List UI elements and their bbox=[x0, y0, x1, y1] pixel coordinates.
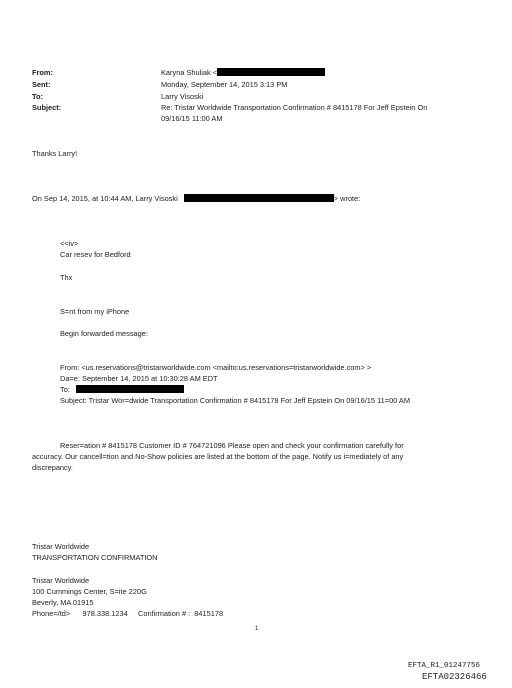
fwd-date: Da=e: September 14, 2015 at 10:30:28 AM EDT bbox=[60, 374, 218, 383]
quote-line-4: S=nt from my iPhone bbox=[60, 307, 130, 316]
quote-intro bbox=[32, 194, 360, 203]
phone-confirmation-line: Phone=/td> 978.338.1234 Confirmation # : 8415178 bbox=[32, 609, 224, 618]
quote-line-5: Begin forwarded message: bbox=[60, 329, 148, 338]
redaction-box bbox=[217, 68, 325, 76]
company-name-1: Tristar Worldwide bbox=[32, 542, 90, 551]
subject-line-1: Re: Tristar Worldwide Transportation Confirmation # 8415178 For Jeff Epstein On bbox=[161, 103, 428, 112]
from-name: Karyna Shuliak < bbox=[161, 68, 218, 77]
company-name-2: Tristar Worldwide bbox=[32, 576, 90, 585]
quote-line-3: Thx bbox=[60, 273, 73, 282]
address-line-1: 100 Cummings Center, S=ite 220G bbox=[32, 587, 147, 596]
address-line-2: Beverly, MA 01915 bbox=[32, 598, 94, 607]
redaction-box bbox=[76, 385, 184, 393]
fwd-subject: Subject: Tristar Wor=dwide Transportation Confirmation # 8415178 For Jeff Epstein On 09/16/15 11=00 AM bbox=[60, 396, 411, 405]
quote-line-1: <<iv> bbox=[60, 239, 79, 248]
fwd-to-label: To: bbox=[60, 385, 70, 394]
fwd-from: From: <us.reservations@tristarworldwide.com <mailto:us.reservations=tristarworldwide.com> > bbox=[60, 363, 372, 372]
para-line-2: accuracy. Our cancell=tion and No-Show policies are listed at the bottom of the page. Notify us i=mediately of any bbox=[32, 452, 404, 461]
quote-line-2: Car resev for Bedford bbox=[60, 250, 131, 259]
sent-value: Monday, September 14, 2015 3:13 PM bbox=[161, 80, 288, 89]
page-number: 1 bbox=[255, 626, 259, 632]
confirmation-title: TRANSPORTATION CONFIRMATION bbox=[32, 553, 158, 562]
fwd-to bbox=[60, 385, 184, 394]
subject-line-2: 09/16/15 11:00 AM bbox=[161, 114, 223, 123]
bates-number-1: EFTA_R1_01247756 bbox=[408, 662, 481, 670]
from-value bbox=[161, 68, 325, 77]
para-line-3: discrepancy. bbox=[32, 463, 73, 472]
bates-number-2: EFTA02326466 bbox=[422, 672, 487, 682]
to-value: Larry Visoski bbox=[161, 92, 204, 101]
from-label: From: bbox=[32, 68, 53, 77]
quote-intro-text: On Sep 14, 2015, at 10:44 AM, Larry Visoski bbox=[32, 194, 178, 203]
para-line-1: Reser=ation # 8415178 Customer ID # 764721096 Please open and check your confirmation carefully for bbox=[60, 441, 404, 450]
sent-label: Sent: bbox=[32, 80, 51, 89]
subject-label: Subject: bbox=[32, 103, 62, 112]
quote-wrote: > wrote: bbox=[333, 194, 361, 203]
to-label: To: bbox=[32, 92, 43, 101]
reply-text: Thanks Larry! bbox=[32, 149, 78, 158]
redaction-box bbox=[184, 194, 334, 202]
